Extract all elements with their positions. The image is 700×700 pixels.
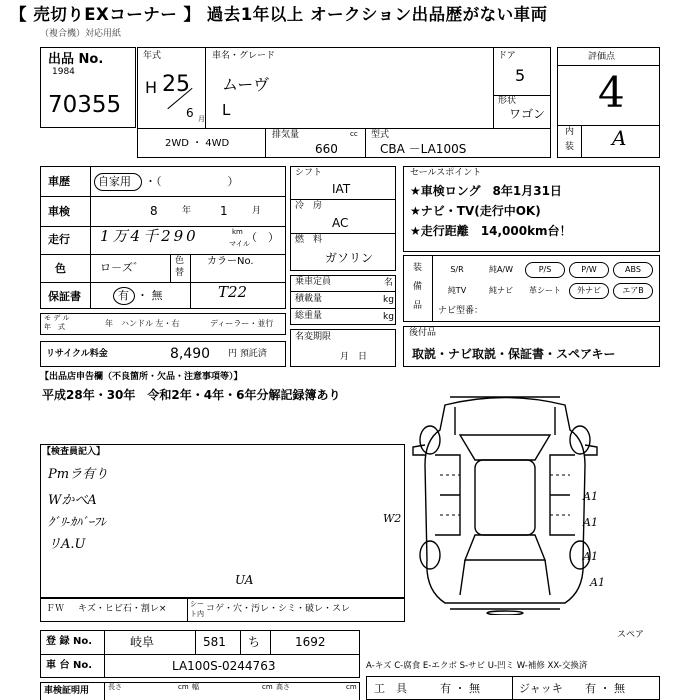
shift-value: IAT xyxy=(332,182,351,196)
inspector-line-4: リA.U xyxy=(48,537,86,552)
mileage-handwritten: 1万4千290 xyxy=(100,227,199,245)
weight-label: 総重量 xyxy=(295,311,323,321)
model-year-label-1: モ デ ル xyxy=(44,314,70,322)
reg-serial: 1692 xyxy=(295,635,326,649)
fuel-value: ガソリン xyxy=(325,251,374,265)
month-unit: 月 xyxy=(198,115,205,123)
recycle-value: 8,490 xyxy=(170,346,211,362)
weight-unit: kg xyxy=(383,312,394,322)
jack-label: ジャッキ xyxy=(519,682,563,695)
inspector-line-1: Pmラ有り xyxy=(48,467,109,482)
windshield-note: UA xyxy=(235,573,254,587)
sales-point-2: ★ナビ・TV(走行中OK) xyxy=(410,204,541,218)
cert-width-unit: cm xyxy=(262,683,273,691)
recycle-label: リサイクル料金 xyxy=(46,349,108,359)
mileage-paren: （ ） xyxy=(246,231,279,244)
lot-year: 1984 xyxy=(52,67,75,77)
month-value: 6 xyxy=(186,106,194,120)
sales-point-1: ★車検ロング 8年1月31日 xyxy=(410,184,562,198)
cert-height-unit: cm xyxy=(346,683,357,691)
shape-label: 形状 xyxy=(498,96,517,106)
load-unit: kg xyxy=(383,295,394,305)
reg-pref: 岐阜 xyxy=(130,635,155,649)
lot-number: 70355 xyxy=(48,92,122,118)
inspection-year: 8 xyxy=(150,204,158,218)
equipment-chip: 純ナビ xyxy=(489,286,513,295)
interior-label-2: 装 xyxy=(565,142,575,152)
era: H xyxy=(145,78,158,97)
color-label: 色 xyxy=(55,262,66,275)
equipment-chip: P/S xyxy=(525,262,565,278)
name-change-value: 月 日 xyxy=(340,352,368,362)
color-change-2: 替 xyxy=(175,268,185,278)
fuel-label: 燃 料 xyxy=(295,235,323,245)
equipment-chip: 純A/W xyxy=(488,265,514,274)
score-label: 評価点 xyxy=(588,52,616,62)
door-count: 5 xyxy=(515,66,526,85)
handle-label: 年 ハンドル 左・右 xyxy=(105,319,180,328)
displacement-label: 排気量 xyxy=(272,130,300,140)
equipment-chip: S/R xyxy=(450,265,464,274)
model-label: 型式 xyxy=(371,130,390,140)
inspection-month-unit: 月 xyxy=(252,206,262,216)
seat-label-2: ト内 xyxy=(190,610,204,618)
windshield-fw: ＦＷ xyxy=(46,604,65,614)
car-name-label: 車名・グレード xyxy=(212,51,276,61)
capacity-label: 乗車定員 xyxy=(295,277,332,287)
history-label: 車歴 xyxy=(48,175,70,188)
equipment-label-1: 装 xyxy=(413,263,423,273)
cert-height: 高さ xyxy=(276,683,290,691)
history-rest: ・（ ） xyxy=(145,175,239,188)
km-unit: km xyxy=(232,228,243,236)
equipment-chip: ABS xyxy=(613,262,653,278)
warranty-label: 保証書 xyxy=(48,290,81,303)
ac-label: 冷 房 xyxy=(295,201,323,211)
interior-score: A xyxy=(612,126,627,150)
dealer-label: ディーラー・並行 xyxy=(210,319,274,328)
equipment-chip: エアB xyxy=(613,283,653,299)
model-year-label-2: 年 式 xyxy=(44,323,65,331)
notes-text: 平成28年・30年 令和2年・4年・6年分解記録簿あり xyxy=(42,388,341,402)
score-value: 4 xyxy=(598,68,625,117)
load-label: 積載量 xyxy=(295,294,323,304)
navi-model: ナビ型番： xyxy=(438,306,484,316)
sales-point-3: ★走行距離 14,000km台！ xyxy=(410,224,572,238)
cert-label: 車検証明用 xyxy=(44,686,90,696)
jack-value: 有 ・ 無 xyxy=(585,682,625,695)
name-change-label: 名変期限 xyxy=(295,332,332,342)
interior-label-1: 内 xyxy=(565,127,575,137)
color-change-1: 色 xyxy=(175,256,185,266)
notes-header: 【出品店申告欄（不良箇所・欠品・注意事項等）】 xyxy=(40,372,243,382)
seat-label-1: シー xyxy=(190,600,204,608)
shift-label: シフト xyxy=(295,168,323,178)
model-code: CBA －LA100S xyxy=(380,142,467,156)
equipment-chip: 外ナビ xyxy=(569,283,609,299)
aftermarket-text: 取説・ナビ取説・保証書・スペアキー xyxy=(412,347,616,361)
inspector-line-2: WかベA xyxy=(48,493,97,508)
spare-label: スペア xyxy=(617,630,645,640)
equipment-label-2: 備 xyxy=(413,282,423,292)
mileage-label: 走行 xyxy=(48,233,70,246)
warranty-yes: 有 xyxy=(118,289,129,302)
door-label: ドア xyxy=(498,51,516,61)
color-no: T22 xyxy=(218,283,248,301)
year-label: 年式 xyxy=(143,51,162,61)
cc-unit: cc xyxy=(350,130,358,138)
damage-mark-5: W2 xyxy=(383,512,402,525)
cert-width: 幅 xyxy=(192,683,199,691)
vin-value: LA100S-0244763 xyxy=(172,659,276,673)
cert-length: 長さ xyxy=(108,683,122,691)
seat-items: コゲ・穴・汚レ・シミ・破レ・スレ xyxy=(206,604,351,614)
equipment-chip: P/W xyxy=(569,262,609,278)
capacity-unit: 名 xyxy=(384,278,394,288)
vin-label: 車 台 No. xyxy=(46,660,93,671)
cert-length-unit: cm xyxy=(178,683,189,691)
tools-label: 工 具 xyxy=(374,682,407,695)
sales-points-label: セールスポイント xyxy=(410,168,482,178)
windshield-items: キズ・ヒビ石・割レ× xyxy=(78,604,167,614)
displacement: 660 xyxy=(315,142,338,156)
color-no-label: カラーNo. xyxy=(207,256,254,267)
cut-note: （複合機）対応用紙 xyxy=(40,29,122,39)
history-value: 自家用 xyxy=(98,175,131,188)
aftermarket-label: 後付品 xyxy=(409,328,437,338)
inspection-year-unit: 年 xyxy=(182,206,192,216)
car-damage-diagram xyxy=(405,385,605,615)
inspector-line-3: ｸﾞﾘ-ｶﾊﾞｰﾌﾚ xyxy=(48,515,107,529)
banner-title: 【 売切りEXコーナー 】 過去1年以上 オークション出品歴がない車両 xyxy=(10,5,548,24)
inspection-label: 車検 xyxy=(48,205,70,218)
warranty-no: ・ 無 xyxy=(137,289,163,302)
reg-kana: ち xyxy=(248,635,261,649)
inspector-header: 【検査員記入】 xyxy=(42,447,106,457)
grade: L xyxy=(222,101,231,119)
shape: ワゴン xyxy=(509,107,546,121)
equipment-chip: 純TV xyxy=(447,286,467,295)
equipment-label-3: 品 xyxy=(413,301,423,311)
reg-class: 581 xyxy=(203,635,226,649)
damage-mark-4: A1 xyxy=(590,576,605,589)
lot-label: 出品 No. xyxy=(48,52,104,67)
mile-unit: マイル xyxy=(229,240,250,248)
damage-mark-3: A1 xyxy=(583,550,598,563)
damage-mark-2: A1 xyxy=(583,516,598,529)
color-value: ロ－ズ゛ xyxy=(100,261,144,274)
inspection-month: 1 xyxy=(220,204,228,218)
equipment-chip: 革シート xyxy=(529,286,561,295)
recycle-unit: 円 預託済 xyxy=(228,349,267,359)
ac-value: AC xyxy=(332,216,349,230)
drive-type: 2WD ・ 4WD xyxy=(165,138,230,149)
reg-label: 登 録 No. xyxy=(46,636,93,647)
car-name: ムーヴ xyxy=(222,75,270,94)
damage-legend: A-キズ C-腐食 E-エクボ S-サビ U-凹ミ W-補修 XX-交換済 xyxy=(366,661,588,671)
year-value: 25 xyxy=(162,72,190,97)
damage-mark-1: A1 xyxy=(583,490,598,503)
tools-value: 有 ・ 無 xyxy=(440,682,480,695)
